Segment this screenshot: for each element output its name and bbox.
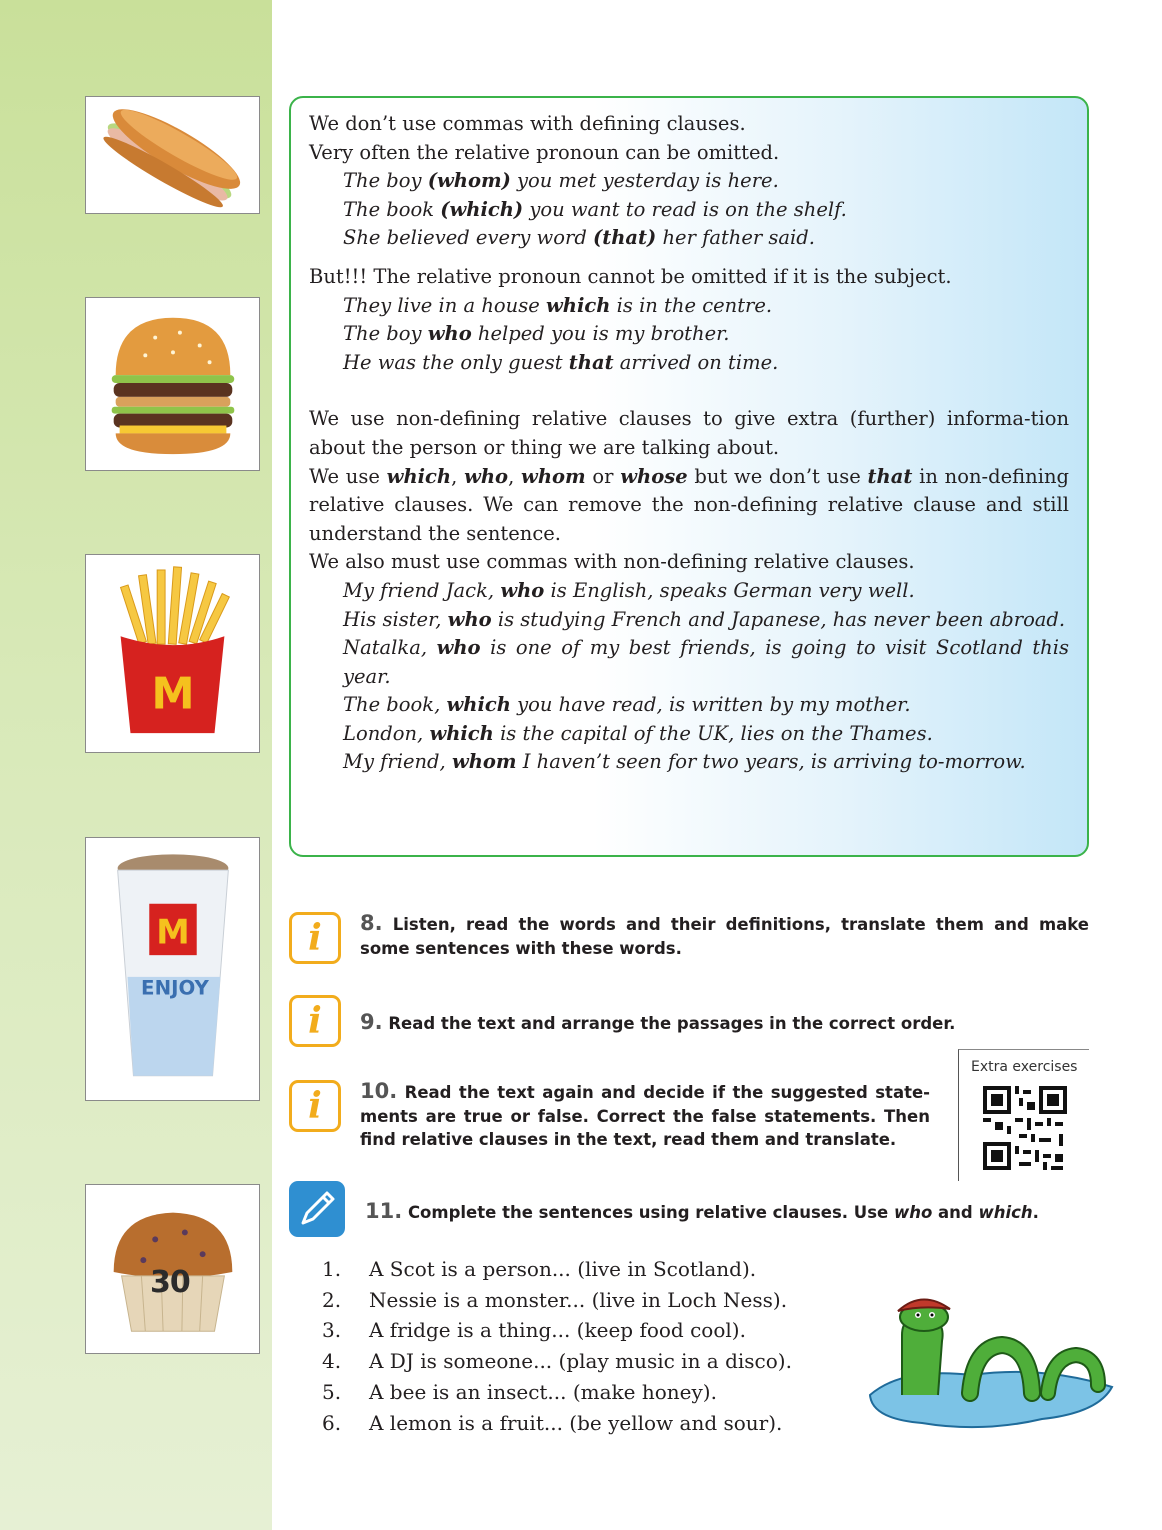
svg-text:ENJOY: ENJOY xyxy=(141,976,209,1000)
example-sentence: The boy who helped you is my brother. xyxy=(343,322,730,346)
task-10 xyxy=(289,1080,949,1164)
hamburger-image xyxy=(85,297,260,471)
example-sentence: The boy (whom) you met yesterday is here. xyxy=(343,169,779,193)
example-sentence: He was the only guest that arrived on time. xyxy=(343,350,779,374)
example-sentence: The book, which you have read, is written by my mother. xyxy=(343,693,911,717)
sandwich-image xyxy=(85,96,260,214)
example-sentence: My friend Jack, who is English, speaks German very well. xyxy=(343,578,915,602)
task-11 xyxy=(289,1181,1089,1239)
task-instruction: 8. Listen, read the words and their definitions, translate them and make some sentences with these words. xyxy=(360,911,1089,958)
page-number: 30 xyxy=(150,1265,190,1300)
example-sentence: They live in a house which is in the centre. xyxy=(343,293,773,317)
task-instruction: 10. Read the text again and decide if the suggested state-ments are true or false. Correct the false statements. Then find relative clauses in the text, read them and translate. xyxy=(360,1079,931,1149)
list-item: 4. A DJ is someone... (play music in a disco). xyxy=(322,1349,792,1374)
list-item: 3. A fridge is a thing... (keep food cool). xyxy=(322,1318,746,1343)
rule-text: We also must use commas with non-defining relative clauses. xyxy=(309,550,915,574)
pen-icon xyxy=(289,1181,345,1237)
qr-code-icon xyxy=(983,1086,1067,1170)
task-8 xyxy=(289,912,1089,972)
rule-text: We use non-defining relative clauses to give extra (further) informa-tion about the person or thing we are talking about. xyxy=(309,407,1069,459)
list-item: 6. A lemon is a fruit... (be yellow and sour). xyxy=(322,1410,783,1435)
task-instruction: 9. Read the text and arrange the passages in the correct order. xyxy=(360,1010,956,1034)
soda-cup-image xyxy=(85,837,260,1101)
task-9 xyxy=(289,995,1089,1051)
info-icon: i xyxy=(289,912,341,964)
svg-text:M: M xyxy=(151,669,195,720)
rule-text: Very often the relative pronoun can be omitted. xyxy=(309,140,780,164)
loch-ness-monster-illustration xyxy=(862,1295,1118,1435)
example-sentence: Natalka, who is one of my best friends, is going to visit Scotland this year. xyxy=(343,636,1069,688)
example-sentence: London, which is the capital of the UK, lies on the Thames. xyxy=(343,721,933,745)
list-item: 2. Nessie is a monster... (live in Loch Ness). xyxy=(322,1287,788,1312)
grammar-rule-box xyxy=(289,96,1089,857)
list-item: 1. A Scot is a person... (live in Scotland). xyxy=(322,1257,757,1281)
french-fries-image xyxy=(85,554,260,753)
extra-exercises-box[interactable] xyxy=(958,1049,1089,1181)
rule-text: We don’t use commas with defining clauses. xyxy=(309,112,746,135)
example-sentence: My friend, whom I haven’t seen for two years, is arriving to-morrow. xyxy=(343,750,1026,774)
example-sentence: His sister, who is studying French and Japanese, has never been abroad. xyxy=(343,607,1066,631)
rule-text: We use which, who, whom or whose but we don’t use that in non-defining relative clauses. We can remove the non-defining relative clause and still understand the sentence. xyxy=(309,464,1069,545)
example-sentence: The book (which) you want to read is on the shelf. xyxy=(343,197,847,221)
rule-text: But!!! The relative pronoun cannot be omitted if it is the subject. xyxy=(309,264,952,288)
extra-exercises-label: Extra exercises xyxy=(971,1059,1078,1075)
example-sentence: She believed every word (that) her father said. xyxy=(343,226,815,250)
svg-text:M: M xyxy=(156,912,190,952)
task-instruction: 11. Complete the sentences using relative clauses. Use who and which. xyxy=(365,1199,1039,1223)
list-item: 5. A bee is an insect... (make honey). xyxy=(322,1379,717,1404)
info-icon: i xyxy=(289,995,341,1047)
info-icon: i xyxy=(289,1080,341,1132)
exercise-sentence-list xyxy=(322,1254,882,1438)
